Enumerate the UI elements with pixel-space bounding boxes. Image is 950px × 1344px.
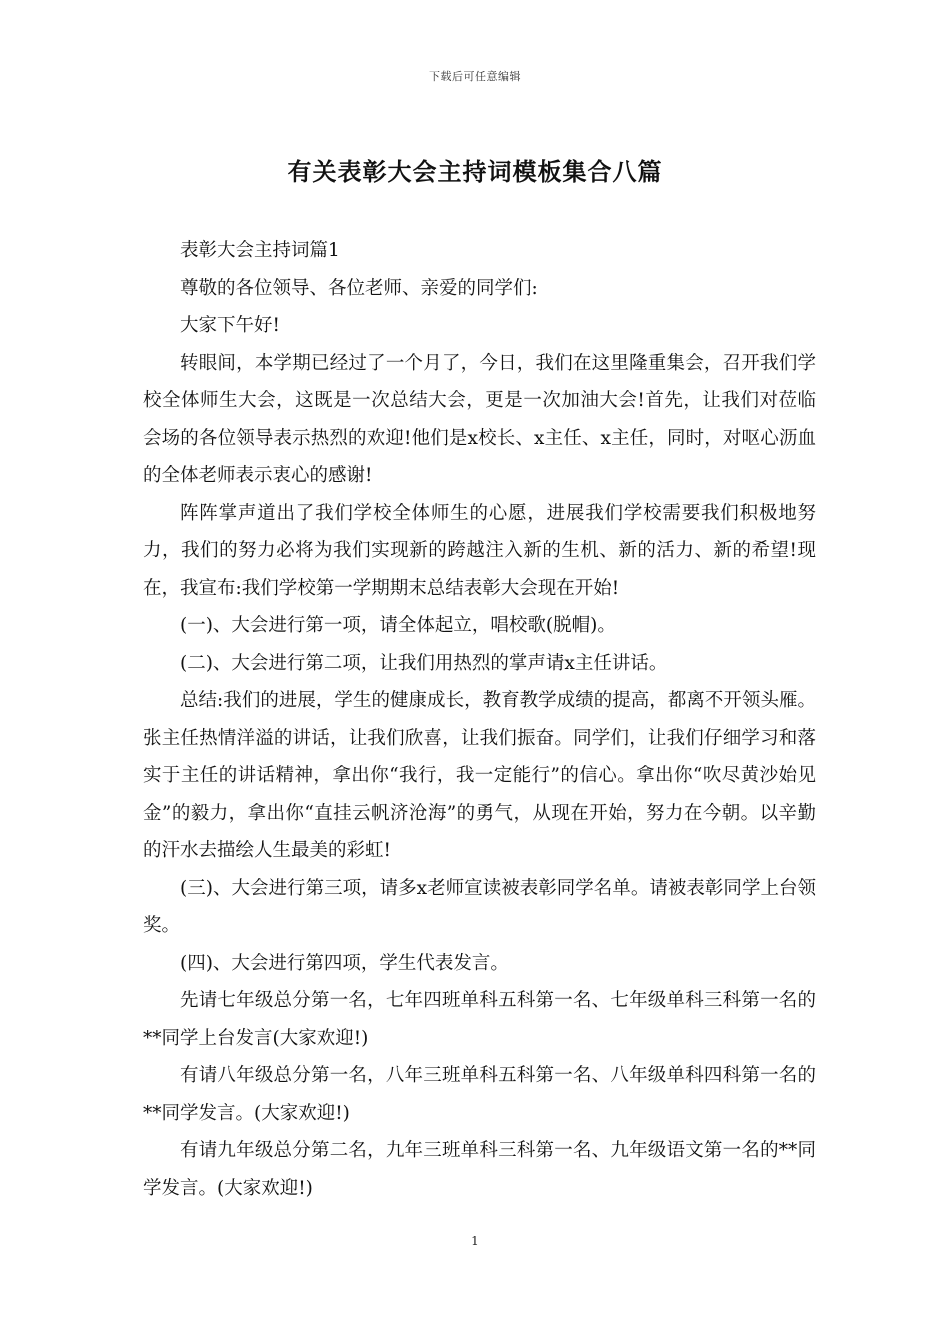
paragraph: 先请七年级总分第一名，七年四班单科五科第一名、七年级单科三科第一名的**同学上台发言(大家欢迎!) (143, 990, 816, 1049)
header-note: 下载后可任意编辑 (429, 70, 521, 83)
section-heading: 表彰大会主持词篇1 (180, 240, 340, 261)
agenda-item: (一)、大会进行第一项，请全体起立，唱校歌(脱帽)。 (180, 615, 616, 636)
paragraph: 有请八年级总分第一名，八年三班单科五科第一名、八年级单科四科第一名的**同学发言。(大家欢迎!) (143, 1065, 816, 1124)
agenda-item: (四)、大会进行第四项，学生代表发言。 (180, 952, 509, 974)
agenda-item: (三)、大会进行第三项，请多x老师宣读被表彰同学名单。请被表彰同学上台领奖。 (143, 877, 816, 936)
paragraph: 有请九年级总分第二名，九年三班单科三科第一名、九年级语文第一名的**同学发言。(大家欢迎!) (143, 1140, 816, 1199)
document-body (143, 232, 816, 1207)
agenda-item: (二)、大会进行第二项，让我们用热烈的掌声请x主任讲话。 (180, 652, 668, 674)
page-number: 1 (471, 1234, 479, 1248)
paragraph: 阵阵掌声道出了我们学校全体师生的心愿，进展我们学校需要我们积极地努力，我们的努力必将为我们实现新的跨越注入新的生机、新的活力、新的希望!现在，我宣布:我们学校第一学期期末总结表彰大会现在开始! (143, 502, 817, 599)
paragraph: 转眼间，本学期已经过了一个月了，今日，我们在这里隆重集会，召开我们学校全体师生大会，这既是一次总结大会，更是一次加油大会!首先，让我们对莅临会场的各位领导表示热烈的欢迎!他们是x校长、x主任、x主任，同时，对呕心沥血的全体老师表示衷心的感谢! (143, 352, 816, 486)
paragraph: 总结:我们的进展，学生的健康成长，教育教学成绩的提高，都离不开领头雁。张主任热情洋溢的讲话，让我们欣喜，让我们振奋。同学们，让我们仔细学习和落实于主任的讲话精神，拿出你“我行，我一定能行”的信心。拿出你“吹尽黄沙始见金”的毅力，拿出你“直挂云帆济沧海”的勇气，从现在开始，努力在今朝。以辛勤的汗水去描绘人生最美的彩虹! (143, 690, 816, 861)
document-title: 有关表彰大会主持词模板集合八篇 (287, 157, 663, 186)
greeting: 大家下午好! (180, 315, 280, 336)
salutation: 尊敬的各位领导、各位老师、亲爱的同学们: (180, 277, 538, 299)
